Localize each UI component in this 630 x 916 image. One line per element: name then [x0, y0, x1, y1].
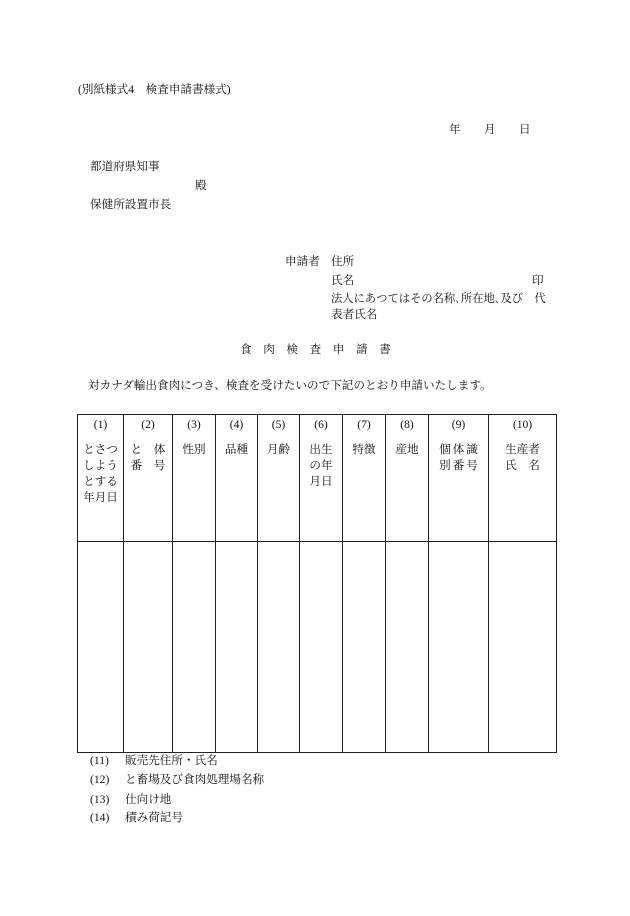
col-label-line: 別番号	[439, 459, 480, 472]
col-label-line: 生産者	[505, 443, 540, 456]
footer-item-number: (13)	[90, 793, 110, 806]
applicant-label: 申請者	[285, 255, 320, 268]
form-style-note: (別紙様式4 検査申請書様式)	[78, 83, 231, 96]
col-number: (1)	[93, 418, 108, 431]
col-header-birth-date	[300, 415, 343, 542]
table-entry-row	[78, 542, 557, 753]
applicant-address-label: 住所	[331, 255, 355, 268]
table-cell	[216, 542, 258, 753]
col-label-line: とする	[83, 475, 118, 488]
col-label-line: 年月日	[83, 491, 118, 504]
footer-item-label: 積み荷記号	[125, 811, 183, 824]
col-header-sex	[173, 415, 216, 542]
col-number: (4)	[229, 418, 244, 431]
col-header-slaughter-date	[78, 415, 124, 542]
table-cell	[124, 542, 173, 753]
intro-text: 対カナダ輸出食肉につき、検査を受けたいので下記のとおり申請いたします。	[88, 379, 492, 392]
table-cell	[173, 542, 216, 753]
col-label-line: 月齢	[266, 443, 291, 456]
col-label-line: 月日	[309, 475, 333, 488]
document-title: 食 肉 検 査 申 請 書	[240, 343, 391, 356]
col-label-line: 産地	[395, 443, 419, 456]
inspection-table	[77, 414, 557, 753]
col-header-breed	[216, 415, 258, 542]
seal-label: 印	[532, 274, 544, 287]
col-label-line: とさつ	[83, 443, 118, 456]
col-header-age-months	[258, 415, 300, 542]
col-number: (6)	[314, 418, 328, 431]
footer-item-number: (12)	[90, 773, 110, 786]
table-cell	[300, 542, 343, 753]
col-label-line: 性別	[182, 443, 206, 456]
col-number: (3)	[187, 418, 201, 431]
footer-item-label: 販売先住所・氏名	[125, 754, 218, 767]
applicant-name-label: 氏名	[331, 274, 355, 287]
col-number: (10)	[512, 418, 533, 431]
table-cell	[258, 542, 300, 753]
col-header-features	[343, 415, 386, 542]
col-label-line: の年	[309, 459, 333, 472]
col-label-line: 番 号	[130, 459, 166, 472]
col-header-producer-name	[489, 415, 557, 542]
corporate-note-line1: 法人にあつてはその名称､所在地､及び 代	[331, 293, 546, 305]
footer-item-number: (11)	[90, 754, 109, 767]
col-number: (2)	[141, 418, 155, 431]
col-label-line: 特徴	[352, 443, 376, 456]
col-header-origin	[386, 415, 429, 542]
table-cell	[429, 542, 489, 753]
col-header-id-number	[429, 415, 489, 542]
col-label-line: 出生	[309, 443, 333, 456]
col-header-carcass-number	[124, 415, 173, 542]
col-label-line: と 体	[130, 443, 166, 456]
col-label-line: 個体識	[439, 443, 480, 456]
table-header-row	[78, 415, 557, 542]
footer-item-number: (14)	[90, 811, 110, 824]
addressee-honorific: 殿	[195, 179, 207, 192]
table-cell	[386, 542, 429, 753]
date-year-label: 年	[449, 123, 461, 136]
table-cell	[78, 542, 124, 753]
col-number: (9)	[451, 418, 466, 431]
col-label-line: 氏 名	[505, 459, 540, 472]
addressee-mayor: 保健所設置市長	[90, 198, 172, 211]
date-month-label: 月	[484, 123, 496, 136]
col-label-line: しよう	[83, 459, 118, 472]
table-cell	[489, 542, 557, 753]
col-label-line: 品種	[224, 443, 249, 456]
col-number: (5)	[271, 418, 286, 431]
date-day-label: 日	[519, 123, 531, 136]
footer-item-label: 仕向け地	[125, 793, 172, 806]
footer-item-label: と畜場及び食肉処理場名称	[125, 773, 265, 786]
col-number: (8)	[400, 418, 414, 431]
addressee-governor: 都道府県知事	[90, 160, 160, 173]
table-cell	[343, 542, 386, 753]
corporate-note-line2: 表者氏名	[331, 308, 378, 321]
col-number: (7)	[357, 418, 371, 431]
